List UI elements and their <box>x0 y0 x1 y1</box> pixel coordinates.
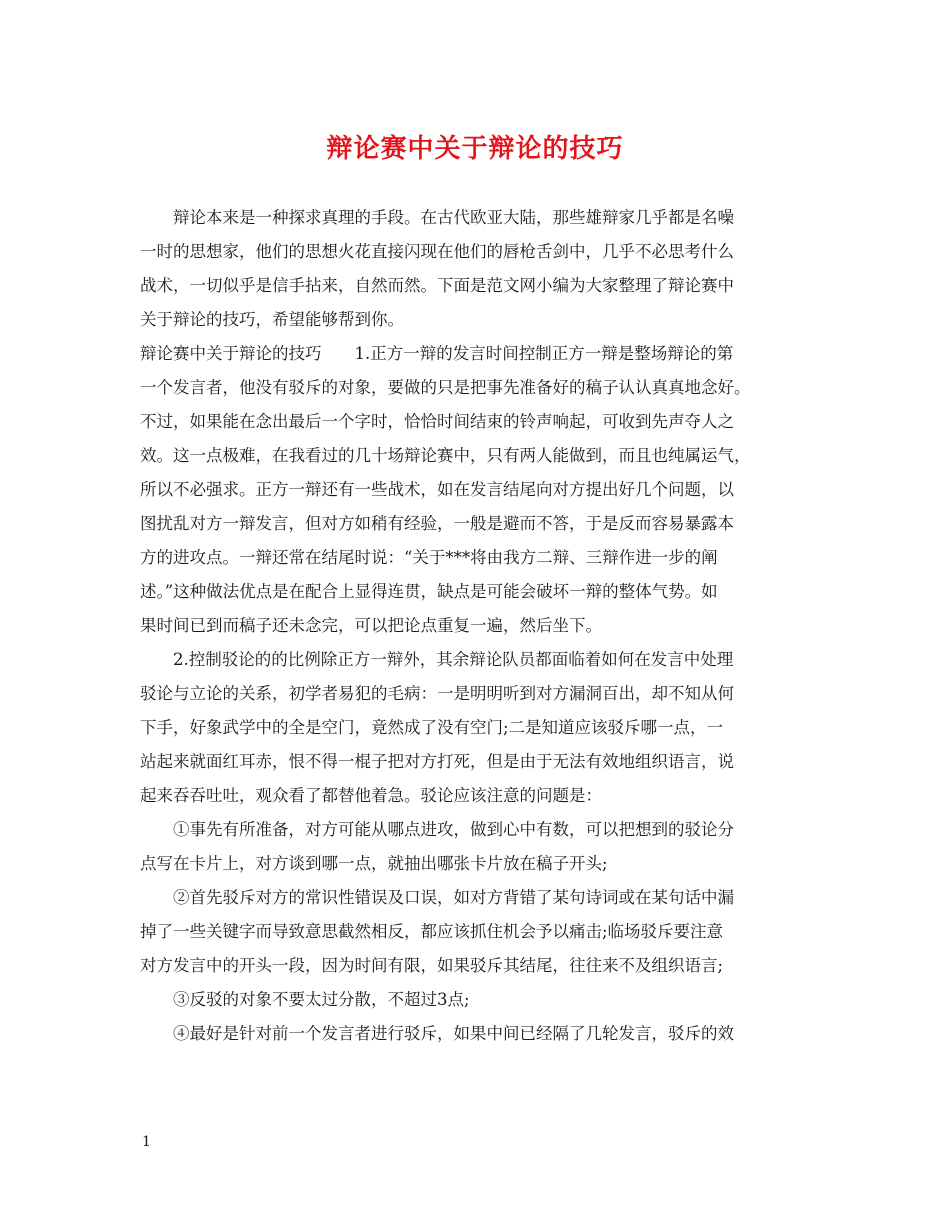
body-line: 站起来就面红耳赤，恨不得一棍子把对方打死，但是由于无法有效地组织语言，说 <box>140 752 734 771</box>
body-line: 果时间已到而稿子还未念完，可以把论点重复一遍，然后坐下。 <box>140 616 602 635</box>
body-line: 方的进攻点。一辩还常在结尾时说：“关于***将由我方二辩、三辩作进一步的阐 <box>140 548 718 567</box>
body-line: 辩论本来是一种探求真理的手段。在古代欧亚大陆，那些雄辩家几乎都是名噪 <box>140 208 734 227</box>
body-line: ②首先驳斥对方的常识性错误及口误，如对方背错了某句诗词或在某句话中漏 <box>140 888 734 907</box>
body-line: 驳论与立论的关系，初学者易犯的毛病：一是明明听到对方漏洞百出，却不知从何 <box>140 684 734 703</box>
body-line: 对方发言中的开头一段，因为时间有限，如果驳斥其结尾，往往来不及组织语言; <box>140 956 724 975</box>
body-line: ③反驳的对象不要太过分散，不超过3点; <box>140 990 470 1009</box>
body-line: 效。这一点极难，在我看过的几十场辩论赛中，只有两人能做到，而且也纯属运气， <box>140 446 751 465</box>
body-line: 述。”这种做法优点是在配合上显得连贯，缺点是可能会破坏一辩的整体气势。如 <box>140 582 718 601</box>
body-line: 图扰乱对方一辩发言，但对方如稍有经验，一般是避而不答，于是反而容易暴露本 <box>140 514 734 533</box>
body-line: 掉了一些关键字而导致意思截然相反，都应该抓住机会予以痛击;临场驳斥要注意 <box>140 922 724 941</box>
body-line: 起来吞吞吐吐，观众看了都替他着急。驳论应该注意的问题是： <box>140 786 602 805</box>
body-line: ①事先有所准备，对方可能从哪点进攻，做到心中有数，可以把想到的驳论分 <box>140 820 734 839</box>
body-line: 2.控制驳论的的比例除正方一辩外，其余辩论队员都面临着如何在发言中处理 <box>140 650 734 669</box>
document-body <box>140 201 816 1051</box>
body-line: 所以不必强求。正方一辩还有一些战术，如在发言结尾向对方提出好几个问题，以 <box>140 480 734 499</box>
body-line: 一时的思想家，他们的思想火花直接闪现在他们的唇枪舌剑中，几乎不必思考什么 <box>140 242 734 261</box>
body-line: 下手，好象武学中的全是空门，竟然成了没有空门;二是知道应该驳斥哪一点，一 <box>140 718 724 737</box>
body-line: 不过，如果能在念出最后一个字时，恰恰时间结束的铃声响起，可收到先声夺人之 <box>140 412 734 431</box>
body-line: ④最好是针对前一个发言者进行驳斥，如果中间已经隔了几轮发言，驳斥的效 <box>140 1024 734 1043</box>
page-number: 1 <box>142 1134 151 1150</box>
body-line: 关于辩论的技巧，希望能够帮到你。 <box>140 310 404 329</box>
body-line: 一个发言者，他没有驳斥的对象，要做的只是把事先准备好的稿子认认真真地念好。 <box>140 378 751 397</box>
body-line: 点写在卡片上，对方谈到哪一点，就抽出哪张卡片放在稿子开头; <box>140 854 608 873</box>
body-line: 辩论赛中关于辩论的技巧 1.正方一辩的发言时间控制正方一辩是整场辩论的第 <box>140 344 734 363</box>
document-title: 辩论赛中关于辩论的技巧 <box>326 134 624 164</box>
body-line: 战术，一切似乎是信手拈来，自然而然。下面是范文网小编为大家整理了辩论赛中 <box>140 276 734 295</box>
